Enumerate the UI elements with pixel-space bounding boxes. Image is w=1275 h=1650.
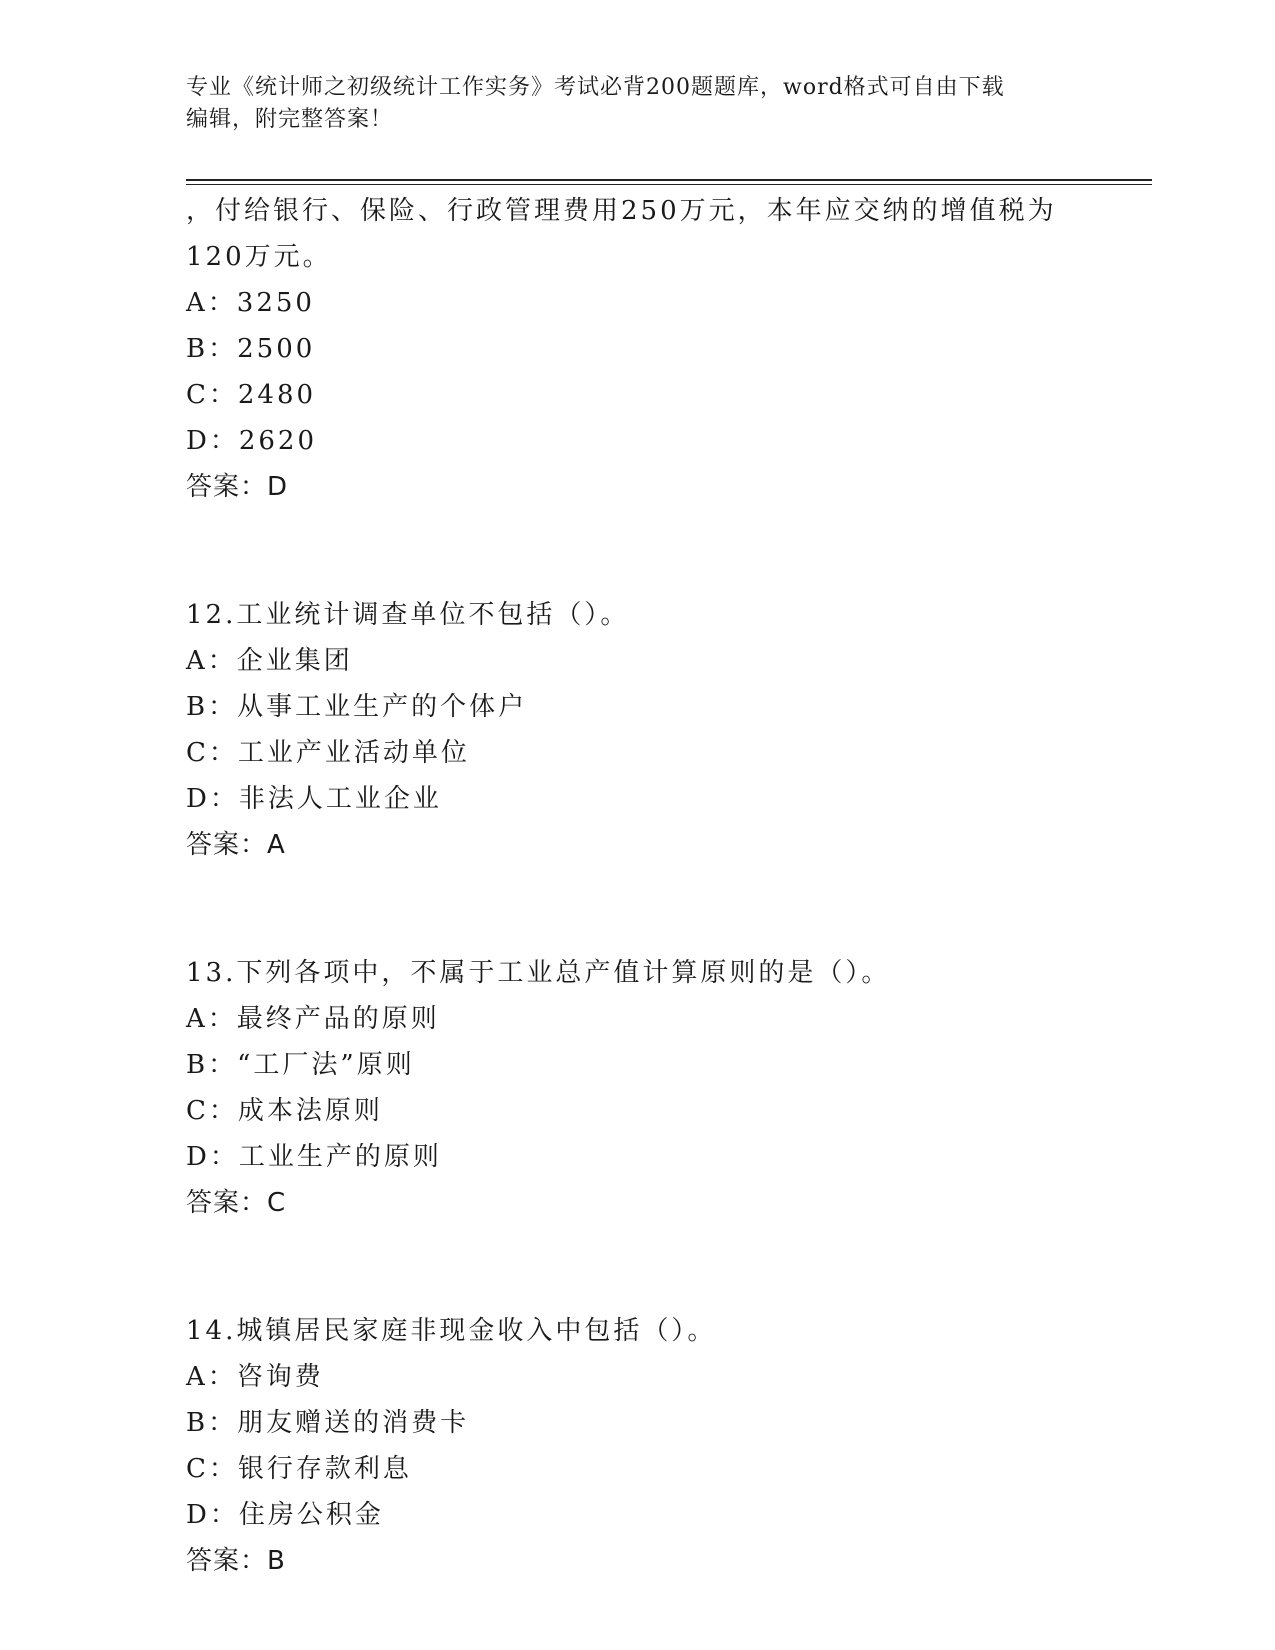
option-c: C：成本法原则: [186, 1096, 383, 1126]
option-d: D：2620: [186, 426, 318, 456]
spacer: [186, 868, 1086, 950]
option-c: C：工业产业活动单位: [186, 738, 470, 768]
option-a: A：咨询费: [186, 1362, 324, 1392]
spacer: [186, 1226, 1086, 1308]
question-text: 13.下列各项中，不属于工业总产值计算原则的是（）。: [186, 958, 891, 988]
header-title-line2: 编辑，附完整答案！: [186, 107, 394, 132]
option-d: D：工业生产的原则: [186, 1142, 442, 1172]
option-b: B：从事工业生产的个体户: [186, 692, 528, 722]
question-text: 12.工业统计调查单位不包括（）。: [186, 600, 630, 630]
option-a: A：企业集团: [186, 646, 353, 676]
question-11: [186, 188, 1086, 510]
question-text: 14.城镇居民家庭非现金收入中包括（）。: [186, 1316, 717, 1346]
option-a: A：最终产品的原则: [186, 1004, 440, 1034]
question-text-line2: 120万元。: [186, 242, 332, 272]
option-d: D：非法人工业企业: [186, 784, 442, 814]
header-divider-thin: [186, 184, 1152, 185]
answer-line: 答案：C: [186, 1188, 287, 1218]
header-divider-thick: [186, 179, 1152, 181]
question-12: [186, 592, 1086, 868]
spacer: [186, 510, 1086, 592]
question-14: [186, 1308, 1086, 1584]
option-d: D：住房公积金: [186, 1500, 384, 1530]
option-b: B：“工厂法”原则: [186, 1050, 415, 1080]
option-a: A：3250: [186, 288, 315, 318]
option-b: B：朋友赠送的消费卡: [186, 1408, 470, 1438]
answer-line: 答案：B: [186, 1546, 286, 1576]
document-header: [186, 72, 1086, 136]
option-b: B：2500: [186, 334, 316, 364]
answer-line: 答案：D: [186, 472, 289, 502]
option-c: C：2480: [186, 380, 317, 410]
question-list: [186, 188, 1086, 1584]
question-text-line1: ，付给银行、保险、行政管理费用250万元，本年应交纳的增值税为: [186, 196, 1057, 226]
question-13: [186, 950, 1086, 1226]
header-title-line1: 专业《统计师之初级统计工作实务》考试必背200题题库，word格式可自由下载: [186, 75, 1005, 100]
option-c: C：银行存款利息: [186, 1454, 412, 1484]
answer-line: 答案：A: [186, 830, 286, 860]
